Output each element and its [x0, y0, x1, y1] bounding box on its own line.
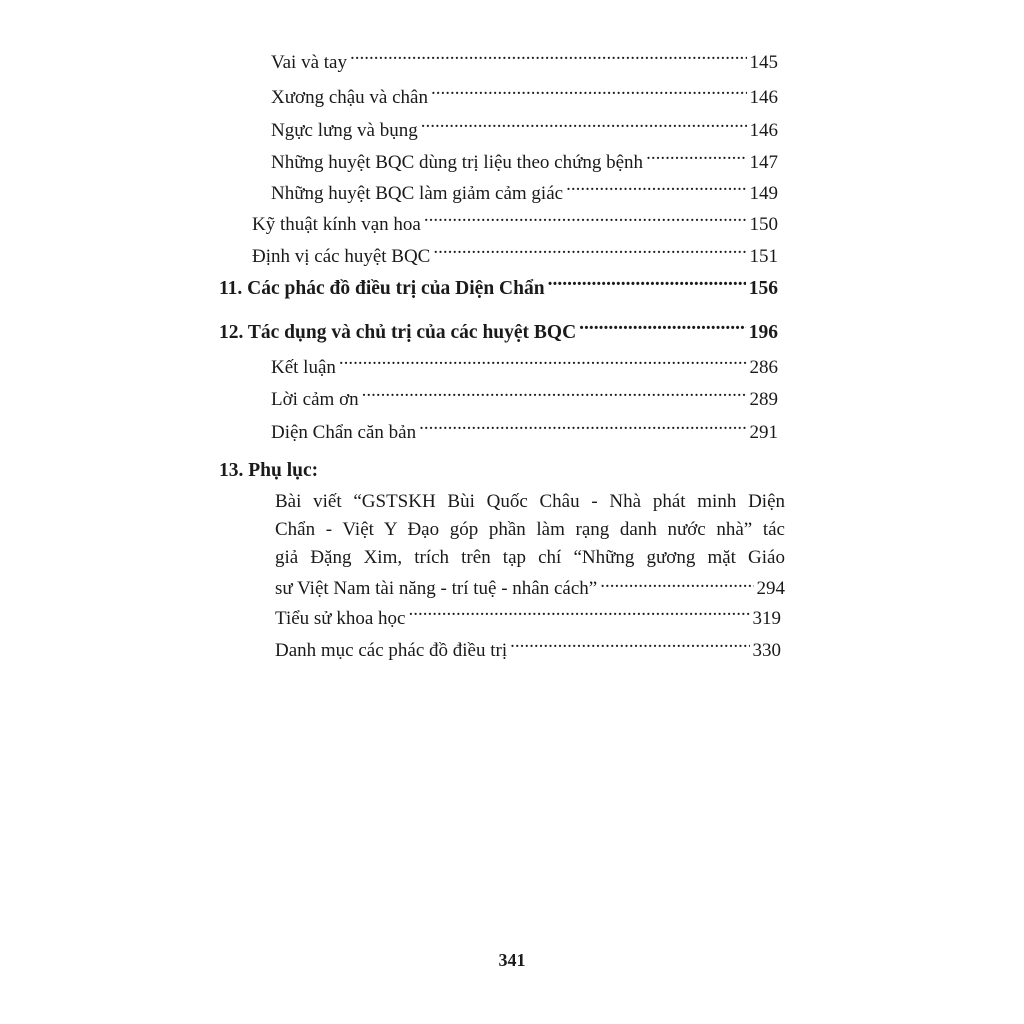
toc-entry-page: 151 [749, 246, 778, 267]
leader-dots [431, 81, 747, 103]
toc-entry-title: Những huyệt BQC làm giảm cảm giác [271, 183, 564, 204]
leader-dots [510, 634, 749, 656]
toc-entry [271, 416, 778, 444]
leader-dots [646, 146, 746, 168]
leader-dots [424, 208, 747, 230]
toc-entry-title: Vai và tay [271, 52, 347, 73]
leader-dots [339, 351, 747, 373]
appendix-article-line: Bài viết “GSTSKH Bùi Quốc Châu - Nhà phát minh Diện [275, 491, 785, 512]
toc-entry-page: 149 [749, 183, 778, 204]
toc-entry [252, 240, 778, 268]
toc-entry-title: Kỹ thuật kính vạn hoa [252, 214, 421, 235]
toc-entry-title: Những huyệt BQC dùng trị liệu theo chứng bệnh [271, 152, 644, 173]
toc-entry-page: 294 [756, 578, 785, 599]
toc-chapter-title: 12. Tác dụng và chủ trị của các huyệt BQC [219, 322, 577, 343]
toc-entry-title: Danh mục các phác đồ điều trị [275, 640, 508, 661]
appendix-article-last-line [275, 572, 785, 603]
leader-dots [579, 316, 746, 338]
toc-entry-page: 330 [752, 640, 781, 661]
toc-entry-page: 291 [749, 422, 778, 443]
toc-entry-title: Lời cảm ơn [271, 389, 359, 410]
leader-dots [433, 240, 746, 262]
toc-entry-page: 146 [749, 87, 778, 108]
toc-entry-title: Xương chậu và chân [271, 87, 428, 108]
toc-chapter-page: 156 [748, 278, 778, 299]
toc-entry [271, 383, 778, 411]
appendix-article-entry [275, 488, 785, 603]
toc-entry [271, 46, 778, 74]
leader-dots [362, 383, 747, 405]
toc-chapter [219, 272, 778, 300]
toc-entry-page: 150 [749, 214, 778, 235]
leader-dots [566, 177, 746, 199]
leader-dots [408, 602, 749, 624]
leader-dots [419, 416, 746, 438]
toc-entry-page: 145 [749, 52, 778, 73]
appendix-article-line: Chẩn - Việt Y Đạo góp phần làm rạng danh nước nhà” tác [275, 519, 785, 540]
toc-entry-title: Ngực lưng và bụng [271, 120, 418, 141]
toc-entry-title: Định vị các huyệt BQC [252, 246, 431, 267]
toc-entry-page: 289 [749, 389, 778, 410]
leader-dots [600, 572, 753, 594]
toc-entry [271, 81, 778, 109]
toc-chapter-page: 196 [748, 322, 778, 343]
leader-dots [548, 272, 746, 294]
appendix-article-line: sư Việt Nam tài năng - trí tuệ - nhân cách” [275, 578, 598, 599]
appendix-article-line: giả Đặng Xim, trích trên tạp chí “Những gương mặt Giáo [275, 547, 785, 568]
toc-entry [275, 634, 781, 662]
toc-entry-page: 286 [749, 357, 778, 378]
toc-entry [275, 602, 781, 630]
toc-entry-title: Kết luận [271, 357, 336, 378]
toc-chapter-title: 13. Phụ lục: [219, 460, 319, 481]
toc-entry-page: 319 [752, 608, 781, 629]
toc-entry [252, 208, 778, 236]
leader-dots [421, 114, 747, 136]
toc-entry-title: Diện Chẩn căn bản [271, 422, 417, 443]
toc-entry [271, 146, 778, 174]
toc-entry-page: 146 [749, 120, 778, 141]
page-number: 341 [498, 950, 526, 970]
toc-entry-page: 147 [749, 152, 778, 173]
toc-chapter-title: 11. Các phác đồ điều trị của Diện Chẩn [219, 278, 545, 299]
toc-entry [271, 114, 778, 142]
toc-entry [271, 351, 778, 379]
toc-chapter [219, 316, 778, 344]
toc-entry [271, 177, 778, 205]
toc-entry-title: Tiểu sử khoa học [275, 608, 406, 629]
leader-dots [350, 46, 747, 68]
